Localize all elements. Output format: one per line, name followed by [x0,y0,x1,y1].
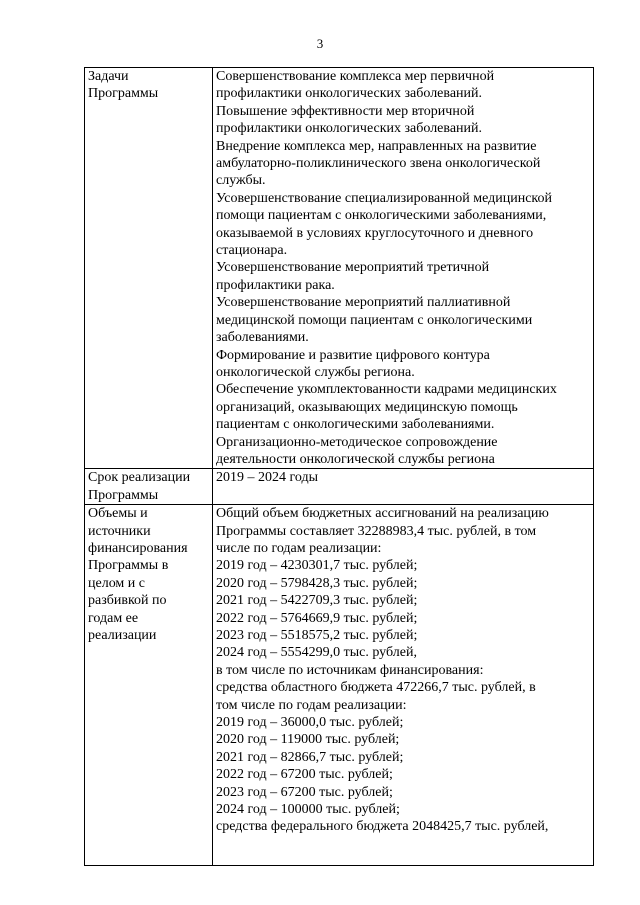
content-line: Усовершенствование специализированной медицинской [216,190,552,206]
content-line: 2019 год – 4230301,7 тыс. рублей; [216,558,418,574]
content-line: Усовершенствование мероприятий паллиативной [216,295,511,311]
content-line: 2023 год – 5518575,2 тыс. рублей; [216,628,418,643]
content-line: организаций, оказывающих медицинскую помощь [216,399,518,415]
content-line: 2021 год – 82866,7 тыс. рублей; [216,749,404,765]
content-line: Общий объем бюджетных ассигнований на реализацию [216,506,549,522]
content-line: оказываемой в условиях круглосуточного и дневного [216,225,534,241]
content-line: 2020 год – 119000 тыс. рублей; [216,732,400,748]
label-cell-term [85,469,213,505]
content-line: средства федерального бюджета 2048425,7 тыс. рублей, [216,819,549,835]
label-line: разбивкой по [88,593,167,609]
label-line: реализации [88,628,157,643]
content-line: профилактики онкологических заболеваний. [216,121,483,137]
content-line: деятельности онкологической службы региона [216,451,495,467]
label-line: финансирования [88,540,188,556]
content-line: том числе по годам реализации: [216,697,407,713]
page-number: 3 [316,36,324,51]
content-line: медицинской помощи пациентам с онкологическими [216,312,533,328]
content-line: Формирование и развитие цифрового контура [216,347,490,363]
content-cell-term [213,469,594,505]
label-line: Задачи [88,69,129,84]
content-line: амбулаторно-поликлинического звена онкологической [216,156,541,172]
content-line: помощи пациентам с онкологическими заболеваниями, [216,208,547,224]
content-line: Обеспечение укомплектованности кадрами медицинских [216,382,557,398]
content-line: службы. [216,173,266,189]
content-line: профилактики онкологических заболеваний. [216,86,483,102]
label-line: Программы в [88,558,169,574]
content-line: 2020 год – 5798428,3 тыс. рублей; [216,575,418,591]
table-row-term [85,469,594,505]
content-line: средства областного бюджета 472266,7 тыс. рублей, в [216,680,536,696]
content-line: онкологической службы региона. [216,364,415,380]
content-line: 2022 год – 67200 тыс. рублей; [216,767,393,783]
label-cell-tasks [85,68,213,469]
content-line: 2024 год – 100000 тыс. рублей; [216,802,400,818]
label-line: Срок реализации [88,470,191,486]
content-line: числе по годам реализации: [216,540,382,556]
content-line: пациентам с онкологическими заболеваниями. [216,417,495,433]
label-line: годам ее [88,610,139,626]
content-line: Усовершенствование мероприятий третичной [216,260,490,276]
label-cell-funding [85,505,213,866]
content-line: 2019 – 2024 годы [216,470,319,486]
table-row-funding [85,505,594,866]
content-line: Повышение эффективности мер вторичной [216,103,475,119]
content-line: Программы составляет 32288983,4 тыс. рублей, в том [216,523,537,539]
content-line: Совершенствование комплекса мер первичной [216,69,495,84]
content-line: 2022 год – 5764669,9 тыс. рублей; [216,610,418,626]
content-line: профилактики рака. [216,277,335,293]
label-line: Программы [88,487,159,503]
content-line: Внедрение комплекса мер, направленных на развитие [216,138,537,154]
program-passport-table [84,67,594,866]
label-line: целом и с [88,575,145,591]
label-line: Объемы и [88,506,148,522]
content-line: 2021 год – 5422709,3 тыс. рублей; [216,593,418,609]
content-line: стационара. [216,243,288,259]
content-line: 2019 год – 36000,0 тыс. рублей; [216,715,404,731]
content-line: 2024 год – 5554299,0 тыс. рублей, [216,645,417,661]
content-line: 2023 год – 67200 тыс. рублей; [216,784,393,800]
content-line: Организационно-методическое сопровождение [216,434,498,450]
label-line: Программы [88,86,159,102]
content-cell-funding [213,505,594,866]
content-cell-tasks [213,68,594,469]
content-line: в том числе по источникам финансирования: [216,662,484,678]
label-line: источники [88,523,151,539]
content-line: заболеваниями. [216,330,309,346]
table-row-tasks [85,68,594,469]
